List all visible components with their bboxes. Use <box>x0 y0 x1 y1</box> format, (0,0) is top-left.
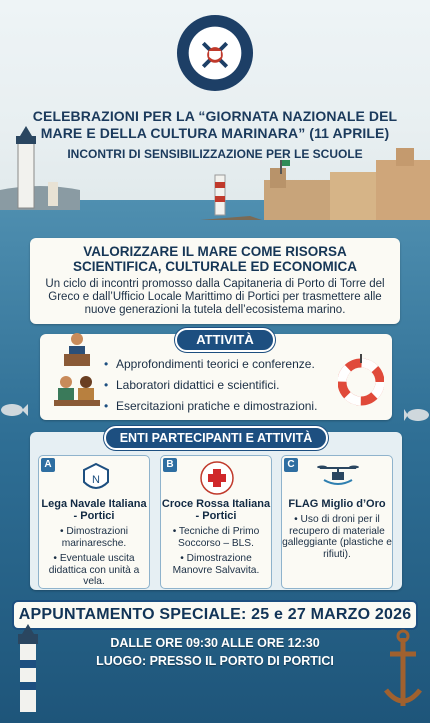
fish-icon <box>404 405 430 425</box>
lega-navale-logo-icon <box>81 462 111 496</box>
entity-badge: B <box>163 458 177 472</box>
title-line-1: CELEBRAZIONI PER LA “GIORNATA NAZIONALE DEL <box>32 108 398 124</box>
activities-label: ATTIVITÀ <box>175 328 275 352</box>
subtitle: INCONTRI DI SENSIBILIZZAZIONE PER LE SCUOLE <box>67 147 363 161</box>
time-place: LUOGO: PRESSO IL PORTO DI PORTICI <box>96 654 334 668</box>
speaker-and-students-icon <box>52 330 102 412</box>
drone-icon <box>316 462 360 488</box>
entity-detail: • Dimostrazione Manovre Salvavita. <box>172 553 260 576</box>
page-title-block <box>20 108 410 162</box>
entity-card-flag <box>281 455 393 589</box>
lighthouse-icon <box>8 620 48 723</box>
svg-text:N: N <box>92 474 100 486</box>
activity-item: • Laboratori didattici e scientifici. <box>104 376 344 395</box>
entity-detail: • Tecniche di Primo Soccorso – BLS. <box>172 526 260 549</box>
time-hours: DALLE ORE 09:30 ALLE ORE 12:30 <box>110 636 320 650</box>
entity-name: Croce Rossa Italiana - Portici <box>161 498 271 522</box>
entity-detail: • Dimostrazioni marinaresche. <box>59 526 129 549</box>
intro-heading-1: VALORIZZARE IL MARE COME RISORSA <box>83 244 347 259</box>
red-cross-logo-icon <box>199 460 235 496</box>
entity-badge: A <box>41 458 55 472</box>
intro-text: Un ciclo di incontri promosso dalla Capitaneria di Porto di Torre del Greco e dall’Ufficio Locale Marittimo di Portici per trasmettere alle nuove generazioni la tutela dell’ecosistema marino. <box>45 278 385 316</box>
lifebuoy-icon <box>338 352 384 408</box>
entity-name: Lega Navale Italiana - Portici <box>41 498 147 522</box>
entity-detail: • Eventuale uscita didattica con unità a vela. <box>48 553 140 587</box>
fish-icon <box>0 400 28 420</box>
activities-list <box>104 355 344 418</box>
entity-card-lega-navale <box>38 455 150 589</box>
entity-detail: • Uso di droni per il recupero di materiale galleggiante (plastiche e rifiuti). <box>282 514 392 560</box>
time-and-place <box>30 634 400 670</box>
title-line-2: MARE E DELLA CULTURA MARINARA” (11 APRILE) <box>40 125 390 141</box>
anchor-icon <box>380 628 426 718</box>
intro-heading-2: SCIENTIFICA, CULTURALE ED ECONOMICA <box>73 259 357 274</box>
intro-card <box>30 238 400 324</box>
activity-item: • Approfondimenti teorici e conferenze. <box>104 355 344 374</box>
entity-badge: C <box>284 458 298 472</box>
entities-label: ENTI PARTECIPANTI E ATTIVITÀ <box>104 426 328 450</box>
entity-name: FLAG Miglio d’Oro <box>288 498 386 510</box>
special-appointment-banner: APPUNTAMENTO SPECIALE: 25 e 27 MARZO 2026 <box>12 600 418 630</box>
entity-card-croce-rossa <box>160 455 272 589</box>
activity-item: • Esercitazioni pratiche e dimostrazioni. <box>104 397 344 416</box>
guardia-costiera-logo <box>176 14 254 92</box>
